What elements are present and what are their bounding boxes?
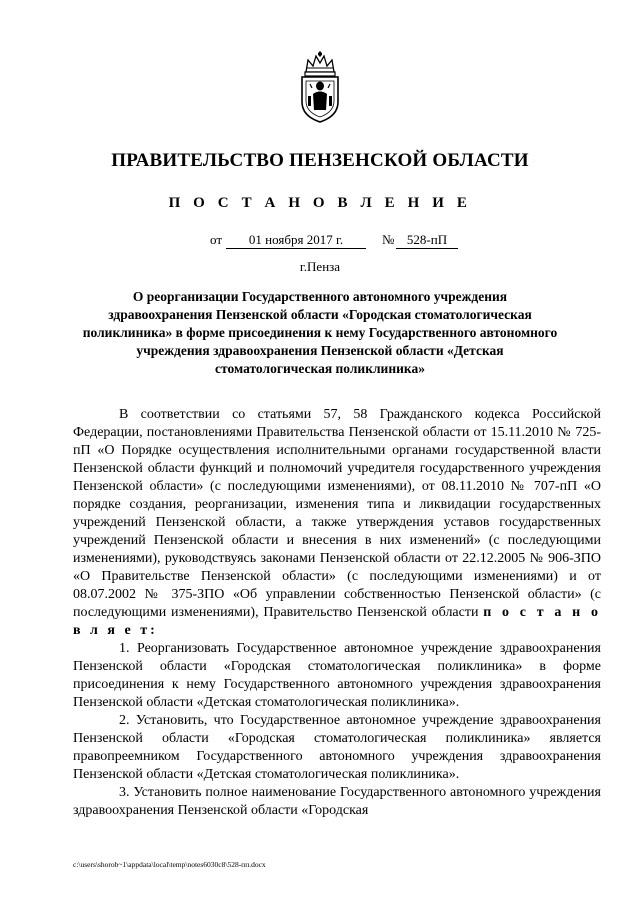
document-body	[73, 406, 601, 820]
document-date: 01 ноября 2017 г.	[226, 232, 366, 249]
item-2: 2. Установить, что Государственное автономное учреждение здравоохранения Пензенской области «Городская стоматологическая поликлиника» является правопреемником Государственного автономного учреждения здравоохранения Пензенской области «Детская стоматологическая поликлиника».	[73, 713, 601, 782]
preamble-text: В соответствии со статьями 57, 58 Гражданского кодекса Российской Федерации, постановлениями Правительства Пензенской области от 15.11.2010 № 725-пП «О Порядке осуществления исполнительными органами государственной власти Пензенской области функций и полномочий учредителя государственного учреждения Пензенской области» (с последующими изменениями), от 08.11.2010 № 707-пП «О порядке создания, реорганизации, изменения типа и ликвидации государственных учреждений Пензенской области, а также утверждения уставов государственных учреждений Пензенской области и внесения в них изменений» (с последующими изменениями), руководствуясь законами Пензенской области от 22.12.2005 № 906-ЗПО «О Правительстве Пензенской области» (с последующими изменениями) и от 08.07.2002 № 375-ЗПО «Об управлении собственностью Пензенской области» (с последующими изменениями), Правительство Пензенской области	[73, 407, 601, 620]
date-prefix: от	[210, 232, 223, 247]
document-title: О реорганизации Государственного автономного учреждения здравоохранения Пензенской области «Городская стоматологическая поликлиника» в форме присоединения к нему Государственного автономного учреждения здравоохранения Пензенской области «Детская стоматологическая поликлиника»	[82, 289, 558, 376]
document-number: 528-пП	[396, 232, 458, 249]
item-3: 3. Установить полное наименование Государственного автономного учреждения здравоохранения Пензенской области «Городская	[73, 785, 601, 818]
decree-word: п о с т а н о в л я е т:	[73, 605, 601, 638]
penza-coat-of-arms-icon	[296, 50, 344, 124]
city: г.Пенза	[299, 259, 341, 274]
number-sign: №	[382, 232, 395, 247]
document-type: П О С Т А Н О В Л Е Н И Е	[168, 195, 472, 211]
organization-name: ПРАВИТЕЛЬСТВО ПЕНЗЕНСКОЙ ОБЛАСТИ	[111, 150, 529, 171]
file-path-footer: c:\users\shorob~1\appdata\local\temp\notes6030c8\528-пп.docx	[73, 860, 266, 869]
item-1: 1. Реорганизовать Государственное автономное учреждение здравоохранения Пензенской области «Городская стоматологическая поликлиника» в форме присоединения к нему Государственного автономного учреждения здравоохранения Пензенской области «Детская стоматологическая поликлиника».	[73, 641, 601, 710]
preamble-paragraph	[73, 406, 601, 640]
